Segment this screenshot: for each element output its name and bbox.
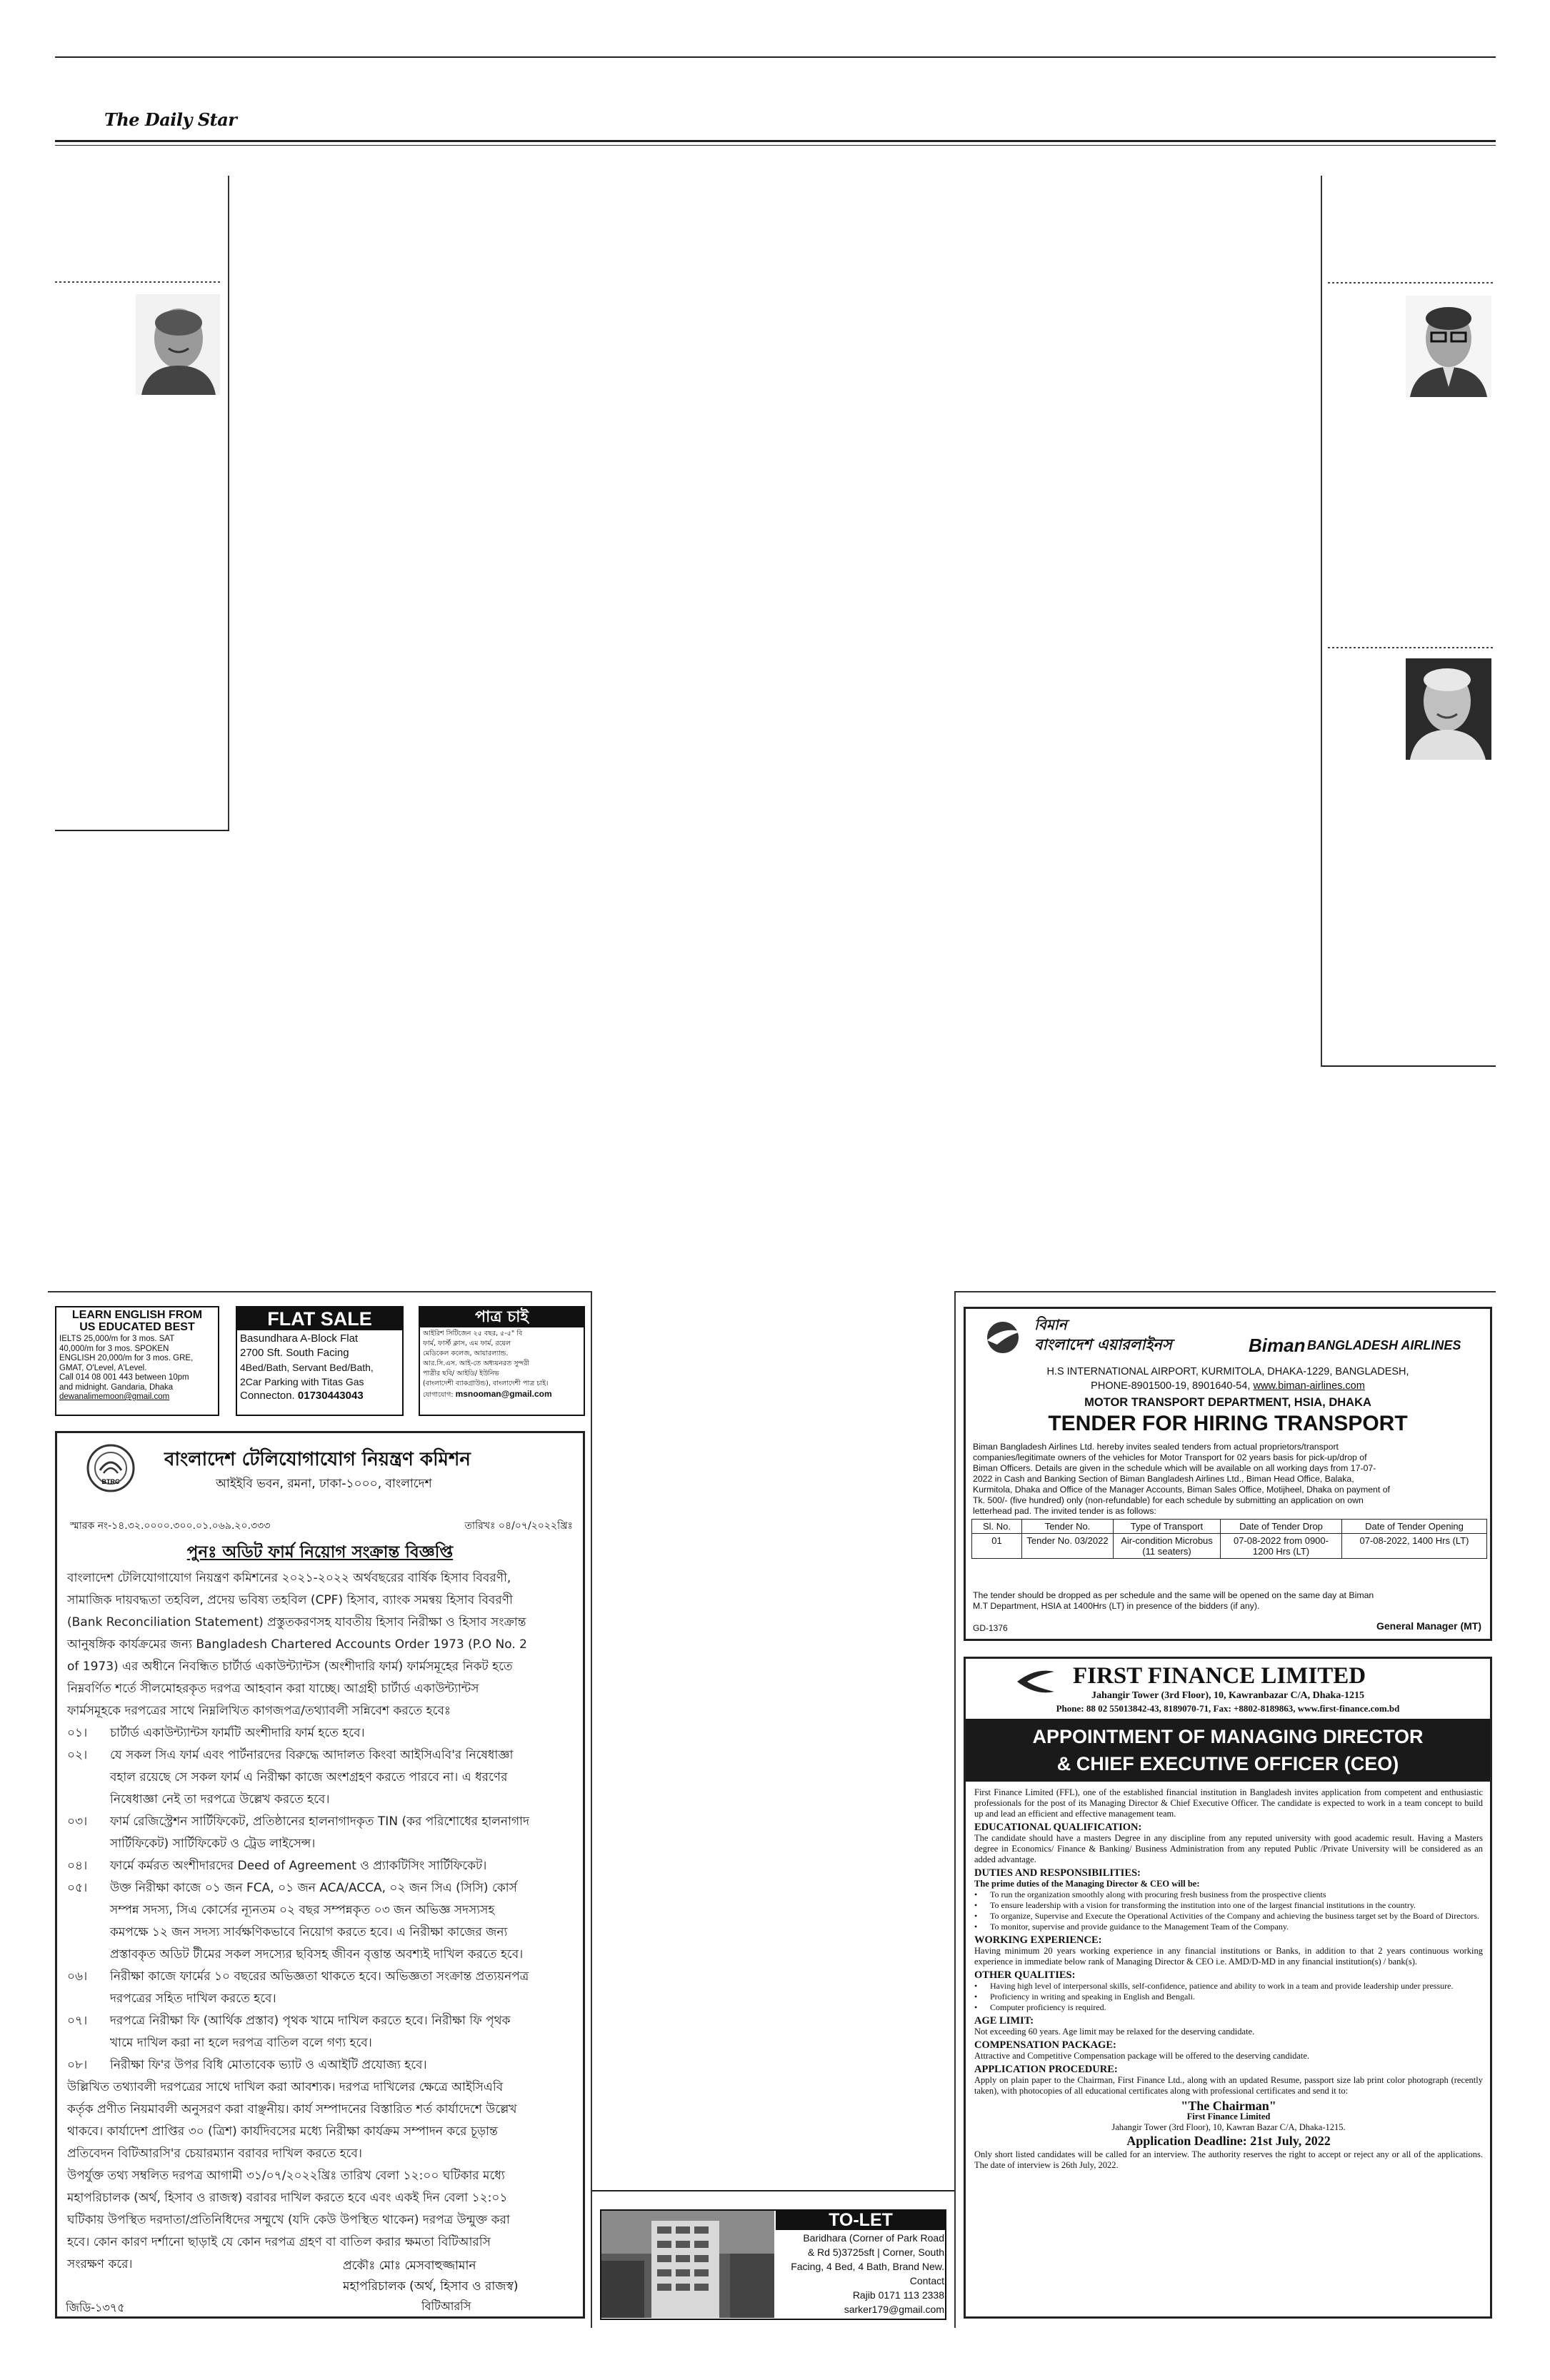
flat-sale-line: Basundhara A-Block Flat [240,1332,359,1345]
btrc-closing-line: হবে। কোন কারণ দর্শানো ছাড়াই যে কোন দরপত্র গ্রহণ বা বাতিল করার ক্ষমতা বিটিআরসি [67,2235,491,2249]
btrc-address: আইইবি ভবন, রমনা, ঢাকা-১০০০, বাংলাদেশ [216,1477,432,1491]
list-item: • To monitor, supervise and provide guidance to the Management Team of the Company. [974,1922,1289,1932]
biman-body-line: 2022 in Cash and Banking Section of Biman Bangladesh Airlines Ltd., Biman Head Office, Balaka, [973,1474,1354,1484]
list-item: • Proficiency in writing and speaking in English and Bengali. [974,1992,1195,2002]
btrc-item: ০৫। উক্ত নিরীক্ষা কাজে ০১ জন FCA, ০১ জন ACA/ACCA, ০২ জন সিএ (সিসি) কোর্স সম্পন্ন সদস্য, সিএ কোর্সের ন্যূনতম ০২ বছর সম্পন্নকৃত ০৩ জন অভিজ্ঞ সদস্যসহ কমপক্ষে ১২ জন সদস্য সার্বক্ষণিকভাবে নিয়োগ করতে হবে। এ নিরীক্ষা কাজের জন্য প্রস্তাবকৃত অডিট টীমের সকল সদস্যের ছবিসহ জীবন বৃত্তান্ত অবশ্যই দাখিল করতে হবে। [67,1881,524,1962]
btrc-item: ০২। যে সকল সিএ ফার্ম এবং পার্টনারদের বিরুদ্ধে আদালত কিংবা আইসিএবি'র নিষেধাজ্ঞা বহাল রয়েছে সে সকল ফার্ম এ নিরীক্ষা কাজে অংশগ্রহণ করতে পারবে না। এ ধরণের নিষেধাজ্ঞা নেই তা দরপত্রে উল্লেখ করতে হবে। [67,1748,514,1807]
first-finance-other-title: OTHER QUALITIES: [974,1969,1076,1981]
flat-sale-line: 2700 Sft. South Facing [240,1347,349,1359]
patro-chai-line: আইরিশ সিটিজেন ২৫ বছর, ৫-৫" বি [423,1330,523,1337]
table-header: Date of Tender Drop [1221,1520,1342,1534]
btrc-intro-line: বাংলাদেশ টেলিযোগাযোগ নিয়ন্ত্রণ কমিশনের ২০২১-২০২২ অর্থবছরের বার্ষিক হিসাব বিবরণী, [67,1571,511,1585]
first-finance-work-text: Having minimum 20 years working experience in any financial institutions or Banks, in addition to that 2 years continuous working experience in immediate below rank of Managing Director & CEO i.e. AMD/D-MD in any financial institution(s) / bank(s). [974,1946,1483,1967]
btrc-org-name: বাংলাদেশ টেলিযোগাযোগ নিয়ন্ত্রণ কমিশন [164,1449,471,1470]
first-finance-address: Jahangir Tower (3rd Floor), 10, Kawranbazar C/A, Dhaka-1215 [1091,1690,1364,1701]
flat-sale-line: 4Bed/Bath, Servant Bed/Bath, [240,1362,374,1373]
biman-body-line: letterhead pad. The invited tender is as follows: [973,1506,1156,1516]
patro-chai-ad [419,1306,585,1416]
first-finance-banner-line1: APPOINTMENT OF MANAGING DIRECTOR [1032,1726,1424,1747]
table-header: Tender No. [1022,1520,1114,1534]
first-finance-footer: Only short listed candidates will be called for an interview. The authority reserves the right to accept or reject any or all of the applications. The date of interview is 26th July, 2022. [974,2149,1483,2170]
btrc-intro-line: সামাজিক দায়বদ্ধতা তহবিল, প্রদেয় ভবিষ্য তহবিল (CPF) হিসাব, ব্যাংক সমন্বয় হিসাব বিবরণী [67,1593,513,1607]
to-let-line[interactable]: sarker179@gmail.com [844,2304,944,2315]
first-finance-comp-title: COMPENSATION PACKAGE: [974,2039,1116,2051]
to-let-title: TO-LET [776,2211,946,2230]
biman-body-line: Biman Officers. Details are given in the schedule which will be available on all working days from 17-07- [973,1463,1376,1473]
btrc-item: ০৬। নিরীক্ষা কাজে ফার্মের ১০ বছরের অভিজ্ঞতা থাকতে হবে। অভিজ্ঞতা সংক্রান্ত প্রত্যয়নপত্র দরপত্রের সহিত দাখিল করতে হবে। [67,1969,529,2006]
learn-english-title-2: US EDUCATED BEST [79,1321,195,1333]
patro-chai-contact-label: যোগাযোগ: [423,1391,454,1399]
patro-chai-line: আর.সি.এস. আই-তে অধ্যয়নরত সুন্দরী [423,1360,530,1367]
btrc-closing-line: কর্তৃক প্রণীত নিয়মাবলী অনুসরণ করা বাঞ্ছনীয়। কার্য সম্পাদনের বিস্তারিত শর্ত কার্যাদেশে উল্লেখ [67,2102,517,2117]
learn-english-line: IELTS 25,000/m for 3 mos. SAT [59,1335,175,1343]
first-finance-edu-title: EDUCATIONAL QUALIFICATION: [974,1822,1142,1833]
columnist-photo-right-2 [1406,658,1491,760]
patro-chai-line: মেডিকেল কলেজ, আয়ারল্যান্ড. [423,1350,509,1357]
btrc-item: ০৭। দরপত্রে নিরীক্ষা ফি (আর্থিক প্রস্তাব) পৃথক খামে দাখিল করতে হবে। নিরীক্ষা ফি পৃথক খামে দাখিল করা না হলে দরপত্র বাতিল বলে গণ্য হবে। [67,2014,511,2050]
btrc-item: ০৮। নিরীক্ষা ফি'র উপর বিধি মোতাবেক ভ্যাট ও এআইটি প্রযোজ্য হবে। [67,2058,427,2072]
biman-footer-note: M.T Department, HSIA at 1400Hrs (LT) in presence of the bidders (if any). [973,1601,1260,1611]
biman-logo-bn: বিমান [1034,1316,1067,1333]
btrc-closing-line: মহাপরিচালক (অর্থ, হিসাব ও রাজস্ব) বরাবর দাখিল করতে হবে এবং একই দিন বেলা ১২:০১ [67,2191,508,2205]
btrc-intro-line: নিম্নবর্ণিত শর্তে সীলমোহরকৃত দরপত্র আহবান করা যাচ্ছে। আগ্রহী চার্টার্ড একাউন্ট্যান্টস [67,1682,479,1696]
flat-sale-title: FLAT SALE [237,1307,402,1330]
to-let-ad [600,2209,946,2320]
flat-sale-line: 2Car Parking with Titas Gas [240,1376,364,1387]
table-header: Sl. No. [972,1520,1022,1534]
first-finance-chairman-org: First Finance Limited [1186,2112,1271,2122]
left-column-border [228,176,229,831]
first-finance-duties-sub: The prime duties of the Managing Director & CEO will be: [974,1879,1200,1889]
masthead-logo: The Daily Star [104,109,237,130]
first-finance-work-title: WORKING EXPERIENCE: [974,1934,1102,1946]
flat-sale-line: Connecton. [240,1390,295,1402]
btrc-closing-line: উপর্যুক্ত তথ্য সম্বলিত দরপত্র আগামী ৩১/০৭/২০২২খ্রিঃ তারিখ বেলা ১২:০০ ঘটিকার মধ্যে [67,2169,505,2183]
btrc-heading: পুনঃ অডিট ফার্ম নিয়োগ সংক্রান্ত বিজ্ঞপ্তি [186,1543,454,1562]
list-item: • Computer proficiency is required. [974,2002,1106,2012]
learn-english-ad [55,1306,219,1416]
learn-english-line: GMAT, O'Level, A'Level. [59,1363,147,1372]
list-item: • To run the organization smoothly along with procuring fresh business from the prospective clients [974,1889,1326,1899]
learn-english-title-1: LEARN ENGLISH FROM [71,1309,203,1321]
first-finance-contact: Phone: 88 02 55013842-43, 8189070-71, Fax: +8802-8189863, www.first-finance.com.bd [1056,1703,1400,1714]
patro-chai-line: পাত্রীর ছবি/ আইডি/ ইউনিভ [423,1370,499,1377]
btrc-item: ০৪। ফার্মে কর্মরত অংশীদারদের Deed of Agreement ও প্র্যাকটিসিং সার্টিফিকেট। [67,1859,487,1873]
learn-english-line: Call 014 08 001 443 between 10pm [59,1373,189,1382]
biman-website-link[interactable]: www.biman-airlines.com [1253,1380,1365,1392]
first-finance-proc-title: APPLICATION PROCEDURE: [974,2064,1118,2075]
btrc-notice [55,1431,585,2319]
btrc-ref: স্মারক নং-১৪.৩২.০০০০.৩০০.০১.০৬৯.২০.৩৩৩ [70,1520,271,1532]
biman-department: MOTOR TRANSPORT DEPARTMENT, HSIA, DHAKA [1084,1396,1371,1409]
to-let-line: Facing, 4 Bed, 4 Bath, Brand New. [791,2261,944,2272]
list-item: • Having high level of interpersonal skills, self-confidence, patience and ability to work in a team and provide leadership under pressure. [974,1981,1454,1991]
biman-title: TENDER FOR HIRING TRANSPORT [1048,1412,1408,1435]
columnist-photo-left [136,294,220,395]
btrc-intro-line: of 1973) এর অধীনে নিবন্ধিত চার্টার্ড একাউন্ট্যান্টস (অংশীদারি ফার্ম) ফার্মসমূহের নিকট হতে [67,1660,513,1674]
to-let-line: Contact [909,2275,944,2286]
learn-english-line: and midnight. Gandaria, Dhaka [59,1382,174,1392]
btrc-closing-line: থাকবে। কার্যাদেশ প্রাপ্তির ৩০ (ত্রিশ) কার্যদিবসের মধ্যে নিরীক্ষা কার্যক্রম সম্পাদন করে চূড়ান্ত [67,2124,498,2139]
biman-body-line: Kurmitola, Dhaka and Office of the Manager Accounts, Biman Sales Office, Motijheel, Dhaka on payment of [973,1485,1390,1495]
first-finance-edu-text: The candidate should have a masters Degree in any discipline from any reputed university with good academic result. Having a Masters degree in Economics/ Finance & Banking/ Business Administration from any reputed Public /Private University will be considered as an added advantage. [974,1833,1483,1864]
btrc-intro-line: (Bank Reconciliation Statement) প্রস্তুতকরণসহ যাবতীয় হিসাব নিরীক্ষা ও হিসাব সংক্রান্ত [67,1615,526,1630]
btrc-logo [86,1443,136,1493]
biman-phone: PHONE-8901500-19, 8901640-54, [1091,1380,1251,1392]
learn-english-line: 40,000/m for 3 mos. SPOKEN [59,1344,169,1353]
list-item: • To organize, Supervise and Execute the Operational Activities of the Company and achieving the business target set by the Board of Directors. [974,1911,1479,1921]
biman-logo-en2: BANGLADESH AIRLINES [1307,1338,1461,1352]
first-finance-comp-text: Attractive and Competitive Compensation package will be offered to the deserving candidate. [974,2051,1310,2061]
patro-chai-title: পাত্র চাই [420,1307,584,1327]
biman-body-line: Biman Bangladesh Airlines Ltd. hereby invites sealed tenders from actual proprietors/transport [973,1442,1339,1452]
first-finance-deadline: Application Deadline: 21st July, 2022 [1126,2134,1331,2148]
biman-footer-note: The tender should be dropped as per schedule and the same will be opened on the same day at Biman [973,1590,1374,1600]
patro-chai-line: (বাংলাদেশী ব্যাকগ্রাউন্ড), বাংলাদেশী পাত্র চাই। [423,1380,549,1387]
first-finance-banner [966,1719,1490,1782]
patro-chai-line: ফার্ম, ফার্স্ট ক্লাস, এম ফার্ম, রয়েল [423,1340,511,1347]
biman-logo-en: Biman [1249,1335,1306,1356]
biman-signature: General Manager (MT) [1376,1620,1481,1632]
list-item: • To ensure leadership with a vision for transforming the institution into one of the largest financial institutions in the country. [974,1900,1416,1910]
to-let-line: Baridhara (Corner of Park Road [803,2232,944,2244]
learn-english-line: ENGLISH 20,000/m for 3 mos. GRE, [59,1354,194,1362]
biman-code: GD-1376 [973,1623,1008,1633]
flat-sale-ad [236,1306,404,1416]
first-finance-ad [964,1657,1492,2319]
biman-logo-bn2: বাংলাদেশ এয়ারলাইনস [1034,1336,1172,1353]
btrc-date: তারিখঃ ০৪/০৭/২০২২খ্রিঃ [464,1520,573,1532]
first-finance-age-title: AGE LIMIT: [974,2015,1034,2027]
first-finance-banner-line2: & CHIEF EXECUTIVE OFFICER (CEO) [1056,1753,1399,1774]
btrc-intro-line: ফার্মসমূহকে দরপত্রের সাথে নিম্নলিখিত কাগজপত্র/তথ্যাবলী সন্নিবেশ করতে হবেঃ [67,1704,451,1718]
biman-address: H.S INTERNATIONAL AIRPORT, KURMITOLA, DHAKA-1229, BANGLADESH, [1046,1366,1409,1377]
first-finance-age-text: Not exceeding 60 years. Age limit may be relaxed for the deserving candidate. [974,2027,1255,2037]
table-header: Date of Tender Opening [1342,1520,1487,1534]
first-finance-intro: First Finance Limited (FFL), one of the established financial institution in Bangladesh invites application from competent and enthusiastic professionals for the post of its Managing Director & Chief Executive Officer. The candidate is expected to work in a team concept to build up and lead an efficient and effective management team. [974,1787,1483,1819]
learn-english-email[interactable]: dewanalimemoon@gmail.com [59,1392,170,1401]
btrc-closing-line: ঘটিকায় উপস্থিত দরদাতা/প্রতিনিধিদের সম্মুখে (যদি কেউ উপস্থিত থাকেন) দরপত্র উন্মুক্ত করা [67,2213,510,2227]
table-header: Type of Transport [1114,1520,1221,1534]
btrc-signature-name: প্রকৌঃ মোঃ মেসবাহুজ্জামান [343,2259,476,2273]
table-row: 01 Tender No. 03/2022 Air-condition Microbus (11 seaters) 07-08-2022 from 0900-1200 Hrs (LT) 07-08-2022, 1400 Hrs (LT) [972,1534,1487,1559]
biman-tender [964,1307,1492,1641]
columnist-photo-right-1 [1406,296,1491,397]
btrc-item: ০১। চার্টার্ড একাউন্ট্যান্টস ফার্মটি অংশীদারি ফার্ম হতে হবে। [67,1726,365,1740]
first-finance-duties-title: DUTIES AND RESPONSIBILITIES: [974,1867,1141,1879]
btrc-signature-org: বিটিআরসি [421,2299,471,2313]
first-finance-chairman-addr: Jahangir Tower (3rd Floor), 10, Kawran Bazar C/A, Dhaka-1215. [1111,2122,1346,2132]
btrc-item: ০৩। ফার্ম রেজিস্ট্রেশন সার্টিফিকেট, প্রতিষ্ঠানের হালনাগাদকৃত TIN (কর পরিশোধের হালনাগাদ সার্টিফিকেট) সার্টিফিকেট ও ট্রেড লাইসেন্স। [67,1814,530,1851]
btrc-closing-line: সংরক্ষণ করে। [67,2257,133,2271]
biman-tender-table [971,1519,1487,1559]
to-let-line[interactable]: Rajib 0171 113 2338 [852,2289,944,2301]
patro-chai-email[interactable]: msnooman@gmail.com [455,1389,552,1399]
biman-body-line: Tk. 500/- (five hundred) only (non-refundable) for each schedule by submitting an application on own [973,1495,1364,1505]
btrc-closing-line: প্রতিবেদন বিটিআরসি'র চেয়ারম্যান বরাবর দাখিল করতে হবে। [67,2146,362,2161]
btrc-signature-title: মহাপরিচালক (অর্থ, হিসাব ও রাজস্ব) [343,2279,519,2294]
building-photo [601,2211,774,2318]
first-finance-proc-text: Apply on plain paper to the Chairman, First Finance Ltd., along with an updated Resume, passport size lab print color photograph (recently taken), with photocopies of all educational certificates along with professional certificates and send it to: [974,2075,1483,2096]
btrc-code: জিডি-১৩৭৫ [66,2301,125,2314]
flat-sale-phone[interactable]: 01730443043 [297,1390,364,1402]
btrc-closing-line: উল্লিখিত তথ্যাবলী দরপত্রের সাথে দাখিল করা আবশ্যক। দরপত্র দাখিলের ক্ষেত্রে আইসিএবি [67,2080,504,2094]
to-let-line: & Rd 5)3725sft | Corner, South [807,2246,944,2258]
right-column-border [1321,176,1322,1067]
biman-body-line: companies/legitimate owners of the vehicles for Motor Transport for 02 years basis for pick-up/drop of [973,1452,1367,1462]
btrc-intro-line: আনুষঙ্গিক কার্যক্রমের জন্য Bangladesh Chartered Accounts Order 1973 (P.O No. 2 [67,1637,527,1652]
first-finance-name: FIRST FINANCE LIMITED [1073,1663,1366,1689]
btrc-logo-text: BTRC [101,1478,120,1485]
first-finance-chairman: "The Chairman" [1181,2099,1276,2113]
biman-logo-icon [983,1319,1026,1355]
